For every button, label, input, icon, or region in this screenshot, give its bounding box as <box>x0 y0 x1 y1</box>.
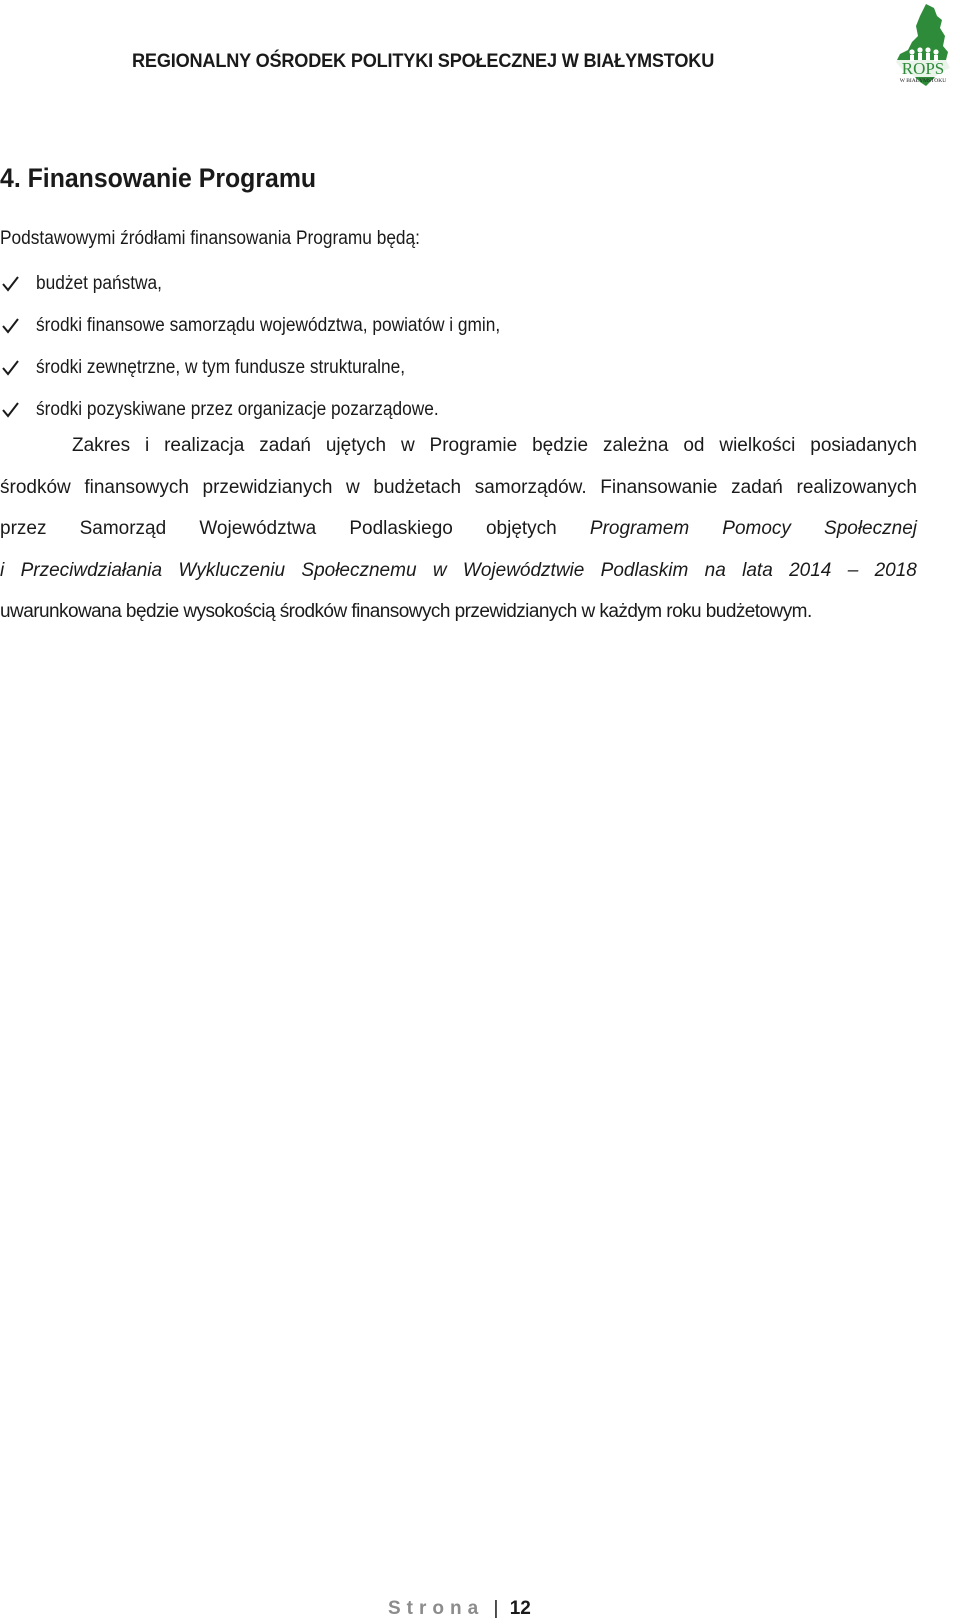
word: przewidzianych <box>202 476 333 498</box>
word: objętych <box>485 518 557 539</box>
word: będzie <box>532 435 589 456</box>
word: ujętych <box>325 435 387 456</box>
word: – <box>847 559 859 581</box>
list-item <box>0 263 546 305</box>
word: środków <box>0 476 71 498</box>
word: wielkości <box>719 435 796 456</box>
footer-separator: | <box>493 1598 499 1619</box>
list-item-text: środki zewnętrzne, w tym fundusze strukturalne, <box>36 357 406 378</box>
word: i <box>0 559 5 581</box>
word: Finansowanie <box>600 476 718 498</box>
page-number: 12 <box>509 1598 531 1619</box>
word: w <box>400 435 415 456</box>
word: samorządów. <box>474 476 587 498</box>
word: Programie <box>429 435 518 456</box>
word: w <box>346 476 360 498</box>
paragraph-line <box>0 467 917 509</box>
logo-subtext: W BIAŁYMSTOKU <box>899 78 947 84</box>
logo-text: ROPS <box>901 59 945 78</box>
word: 2018 <box>874 559 917 581</box>
funding-sources-list <box>0 263 546 431</box>
word: Województwa <box>199 518 317 539</box>
word: budżetach <box>373 476 462 498</box>
rops-logo <box>890 2 956 90</box>
word: Społecznej <box>824 518 917 539</box>
word: Podlaskim <box>600 559 689 581</box>
paragraph-line <box>0 425 917 467</box>
section-heading: 4. Finansowanie Programu <box>0 163 317 193</box>
checkmark-icon <box>0 400 36 420</box>
word: Przeciwdziałania <box>20 559 163 581</box>
word: zadań <box>731 476 783 498</box>
word: i <box>144 435 150 456</box>
checkmark-icon <box>0 274 36 294</box>
word: realizacja <box>164 435 245 456</box>
word: Podlaskiego <box>349 518 453 539</box>
word: Pomocy <box>722 518 791 539</box>
word: od <box>683 435 705 456</box>
header-title: REGIONALNY OŚRODEK POLITYKI SPOŁECZNEJ W BIAŁYMSTOKU <box>132 50 715 72</box>
paragraph-line: uwarunkowana będzie wysokością środków finansowych przewidzianych w każdym roku budżetowym. <box>0 601 812 622</box>
word: zadań <box>259 435 311 456</box>
list-item-text: środki pozyskiwane przez organizacje pozarządowe. <box>36 399 439 420</box>
word: finansowych <box>84 476 189 498</box>
list-item-text: środki finansowe samorządu województwa, powiatów i gmin, <box>36 315 501 336</box>
paragraph-line <box>0 508 917 550</box>
word: w <box>432 559 447 581</box>
word: Województwie <box>462 559 585 581</box>
word: lata <box>742 559 773 581</box>
word: przez <box>0 518 47 539</box>
word: Społecznemu <box>301 559 417 581</box>
word: Programem <box>589 518 690 539</box>
footer-label: Strona <box>388 1598 485 1619</box>
paragraph-line-italic <box>0 550 917 592</box>
body-paragraph <box>0 425 917 633</box>
word: Samorząd <box>79 518 167 539</box>
list-item-text: budżet państwa, <box>36 273 162 294</box>
word: Zakres <box>72 435 131 456</box>
list-item <box>0 347 546 389</box>
intro-text: Podstawowymi źródłami finansowania Programu będą: <box>0 228 420 249</box>
page-footer <box>388 1598 531 1620</box>
word: na <box>704 559 726 581</box>
list-item <box>0 305 546 347</box>
word: realizowanych <box>796 476 917 498</box>
word: zależna <box>602 435 669 456</box>
word: 2014 <box>789 559 832 581</box>
checkmark-icon <box>0 316 36 336</box>
checkmark-icon <box>0 358 36 378</box>
word: posiadanych <box>810 435 917 456</box>
word: Wykluczeniu <box>178 559 286 581</box>
